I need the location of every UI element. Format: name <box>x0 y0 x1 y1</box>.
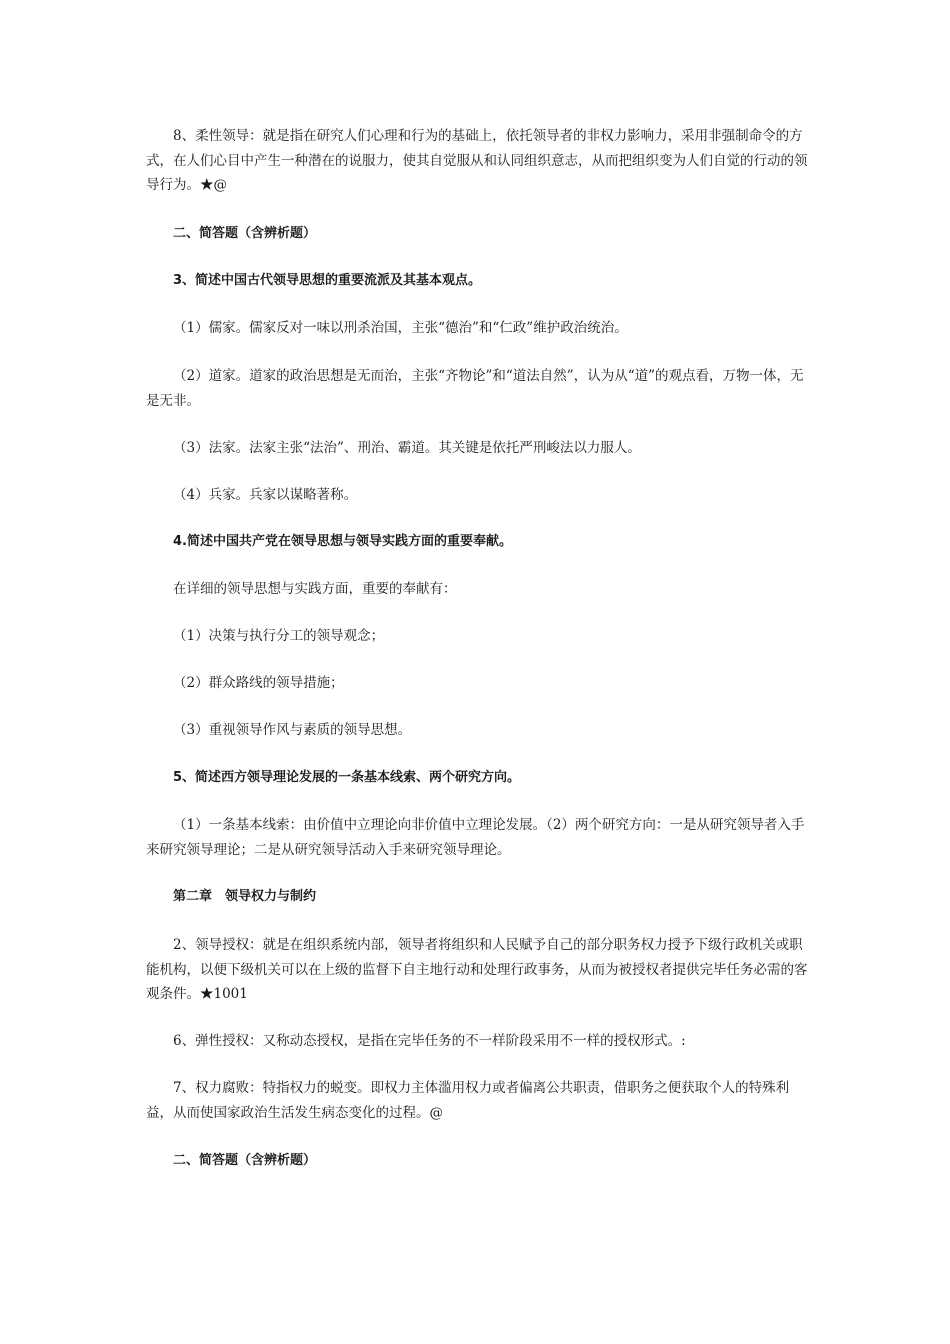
answer-4-item-2: （2）群众路线的领导措施； <box>173 675 344 691</box>
answer-4-intro: 在详细的领导思想与实践方面，重要的奉献有： <box>173 581 457 597</box>
question-5-heading: 5、简述西方领导理论发展的一条基本线索、两个研究方向。 <box>173 770 521 785</box>
answer-confucianism: （1）儒家。儒家反对一味以刑杀治国，主张“德治”和“仁政”维护政治统治。 <box>173 320 628 336</box>
answer-legalism: （3）法家。法家主张“法治”、刑治、霸道。其关键是依托严刑峻法以力服人。 <box>173 440 641 456</box>
answer-taoism: （2）道家。道家的政治思想是无而治，主张“齐物论”和“道法自然”，认为从“道”的观点看，万物一体，无是无非。 <box>146 368 804 409</box>
answer-4-item-3: （3）重视领导作风与素质的领导思想。 <box>173 722 412 738</box>
definition-delegation: 2、领导授权：就是在组织系统内部，领导者将组织和人民赋予自己的部分职务权力授予下级行政机关或职能机构，以便下级机关可以在上级的监督下自主地行动和处理行政事务，从而为被授权者提供完毕任务必需的客观条件。★1001 <box>146 937 808 1002</box>
section-heading-short-answer: 二、简答题（含辨析题） <box>173 226 317 241</box>
definition-flexible-leadership: 8、柔性领导：就是指在研究人们心理和行为的基础上，依托领导者的非权力影响力，采用非强制命令的方式，在人们心目中产生一种潜在的说服力，使其自觉服从和认同组织意志，从而把组织变为人们自觉的行动的领导行为。★@ <box>146 128 808 193</box>
question-3-heading: 3、简述中国古代领导思想的重要流派及其基本观点。 <box>173 273 482 288</box>
answer-5: （1）一条基本线索：由价值中立理论向非价值中立理论发展。（2）两个研究方向：一是从研究领导者入手来研究领导理论；二是从研究领导活动入手来研究领导理论。 <box>146 817 805 858</box>
section-heading-short-answer-2: 二、简答题（含辨析题） <box>173 1153 317 1168</box>
answer-4-item-1: （1）决策与执行分工的领导观念； <box>173 628 385 644</box>
question-4-heading: 4.简述中国共产党在领导思想与领导实践方面的重要奉献。 <box>173 534 512 549</box>
definition-flexible-delegation: 6、弹性授权：又称动态授权，是指在完毕任务的不一样阶段采用不一样的授权形式。: <box>173 1033 686 1049</box>
answer-military-school: （4）兵家。兵家以谋略著称。 <box>173 487 358 503</box>
chapter-2-heading: 第二章 领导权力与制约 <box>173 889 317 904</box>
definition-power-corruption: 7、权力腐败：特指权力的蜕变。即权力主体滥用权力或者偏离公共职责，借职务之便获取个人的特殊利益，从而使国家政治生活发生病态变化的过程。@ <box>146 1080 790 1121</box>
